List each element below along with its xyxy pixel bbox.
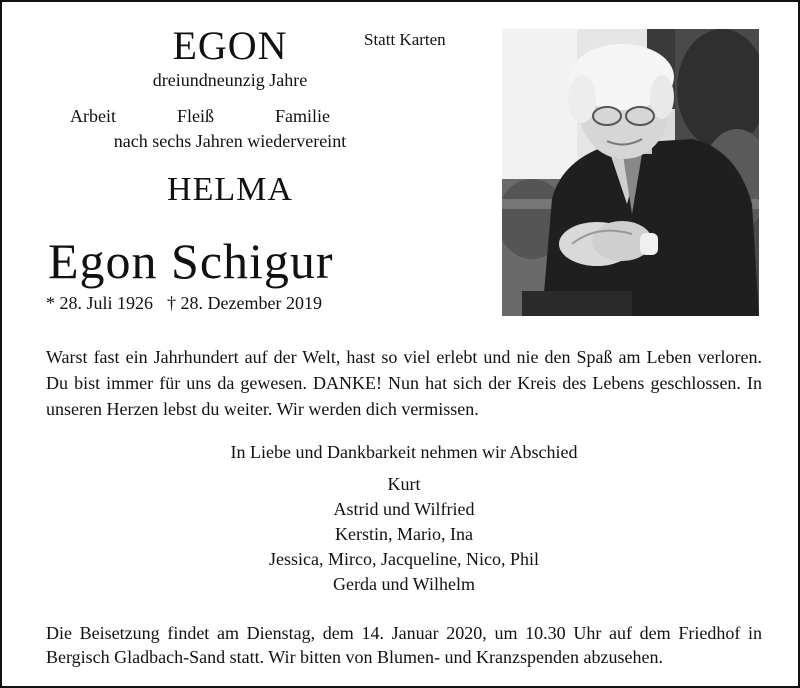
deceased-full-name: Egon Schigur [48,233,334,289]
mourner-name: Kurt [387,474,421,494]
memorial-text: Warst fast ein Jahrhundert auf der Welt, hast so viel erlebt und nie den Spaß am Leben verloren. Du bist immer für uns da gewesen. DANKE! Nun hat sich der Kreis des Lebens geschlossen. In unseren Herzen lebst du weiter. Wir werden dich vermissen. [46,347,762,419]
age-line: dreiundneunzig Jahre [152,70,308,90]
mourner-name: Gerda und Wilhelm [333,574,475,594]
first-name-heading: EGON [172,23,288,68]
life-dates [46,292,322,314]
mourners-block [46,440,762,597]
values-row [70,105,330,127]
portrait-photo [502,29,759,316]
mourner-name: Astrid und Wilfried [333,499,475,519]
reunited-line: nach sechs Jahren wiedervereint [113,131,347,151]
mourner-name: Kerstin, Mario, Ina [335,524,473,544]
value-family: Familie [275,106,330,126]
partner-name-heading: HELMA [167,171,293,208]
value-work: Arbeit [70,106,116,126]
death-date: † 28. Dezember 2019 [167,293,322,313]
statt-karten-label: Statt Karten [364,30,446,49]
mourner-name: Jessica, Mirco, Jacqueline, Nico, Phil [269,549,539,569]
funeral-details: Die Beisetzung findet am Dienstag, dem 14. Januar 2020, um 10.30 Uhr auf dem Friedhof in Bergisch Gladbach-Sand statt. Wir bitten von Blumen- und Kranzspenden abzusehen. [46,623,762,667]
value-diligence: Fleiß [176,106,214,126]
birth-date: * 28. Juli 1926 [46,293,154,313]
farewell-intro: In Liebe und Dankbarkeit nehmen wir Abschied [230,442,578,462]
